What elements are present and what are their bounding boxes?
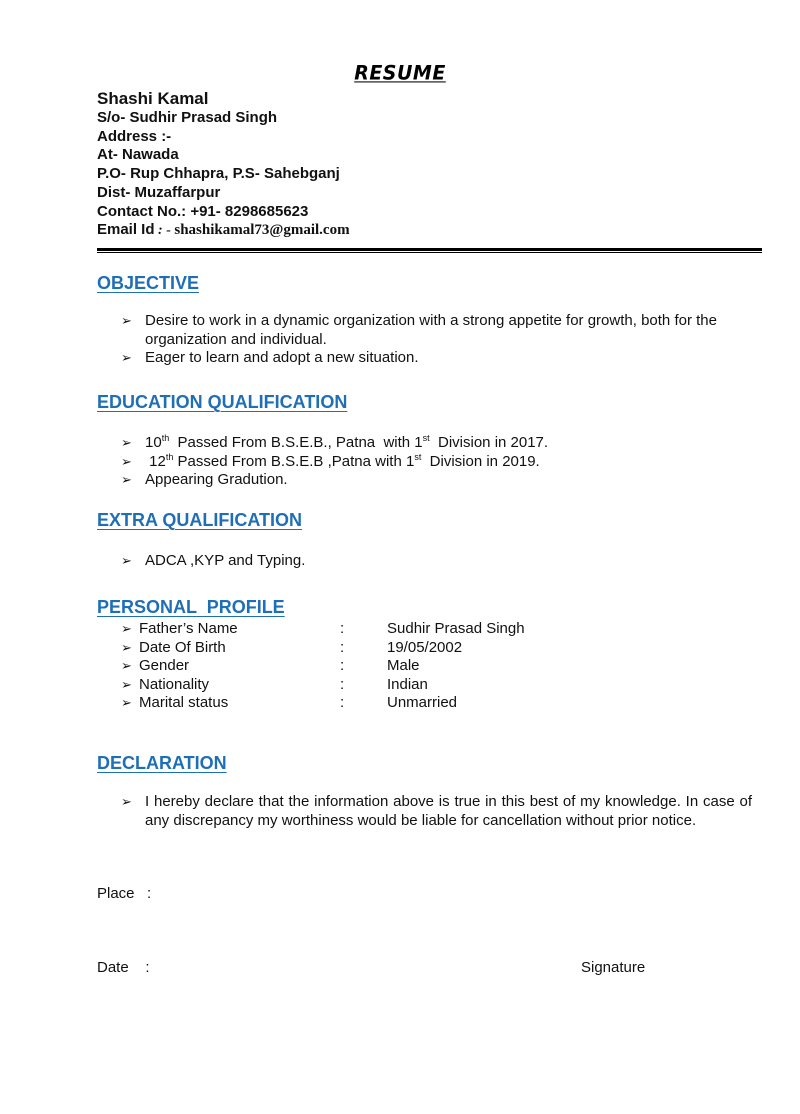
- list-item: ➢ ADCA ,KYP and Typing.: [121, 552, 306, 569]
- profile-colon: :: [340, 694, 345, 712]
- education-heading: EDUCATION QUALIFICATION: [97, 392, 348, 412]
- extra-qualification-heading: EXTRA QUALIFICATION: [97, 510, 302, 530]
- arrow-bullet-icon: ➢: [121, 435, 132, 450]
- address-line-1: At- Nawada: [97, 146, 179, 164]
- list-item: [97, 793, 762, 830]
- document-title: RESUME: [354, 61, 446, 85]
- profile-label: Father’s Name: [139, 620, 238, 637]
- profile-colon: :: [340, 657, 345, 675]
- personal-profile-table: [97, 620, 762, 713]
- profile-value: Unmarried: [387, 694, 458, 712]
- list-item: ➢ Appearing Gradution.: [121, 471, 288, 488]
- list-item: ➢ 12th Passed From B.S.E.B ,Patna with 1st Division in 2019.: [121, 451, 540, 470]
- profile-colon: :: [340, 638, 345, 656]
- table-row: [97, 657, 762, 676]
- candidate-name: Shashi Kamal: [97, 89, 209, 108]
- arrow-bullet-icon: ➢: [121, 639, 132, 655]
- email-separator: : -: [154, 223, 175, 239]
- declaration-heading: DECLARATION: [97, 753, 227, 773]
- profile-value: Indian: [387, 675, 428, 693]
- address-line-2: P.O- Rup Chhapra, P.S- Sahebganj: [97, 165, 340, 183]
- declaration-text: I hereby declare that the information above is true in this best of my knowledge. In case of any discrepancy my worthiness would be liable for cancellation without prior notice.: [145, 793, 752, 829]
- arrow-bullet-icon: ➢: [121, 794, 132, 809]
- address-label: Address :-: [97, 127, 172, 145]
- profile-colon: :: [340, 675, 345, 693]
- profile-value: Male: [387, 657, 420, 675]
- personal-profile-section: [97, 596, 762, 713]
- relation-line: S/o- Sudhir Prasad Singh: [97, 109, 278, 126]
- arrow-bullet-icon: ➢: [121, 472, 132, 487]
- email-label: Email Id: [97, 221, 155, 239]
- arrow-bullet-icon: ➢: [121, 676, 132, 692]
- email-value: shashikamal73@gmail.com: [174, 222, 350, 239]
- table-row: [97, 694, 762, 713]
- table-row: [97, 620, 762, 639]
- personal-profile-heading: PERSONAL PROFILE: [97, 597, 285, 617]
- place-label: Place :: [97, 885, 152, 902]
- date-label: Date :: [97, 959, 150, 976]
- arrow-bullet-icon: ➢: [121, 658, 132, 674]
- list-item: ➢ 10th Passed From B.S.E.B., Patna with 1st Division in 2017.: [121, 433, 549, 451]
- education-section: [97, 391, 762, 490]
- profile-label: Marital status: [139, 694, 229, 712]
- arrow-bullet-icon: ➢: [121, 621, 132, 636]
- arrow-bullet-icon: ➢: [121, 350, 132, 365]
- profile-colon: :: [340, 620, 345, 637]
- profile-label: Date Of Birth: [139, 638, 226, 656]
- header-divider-thick: [97, 248, 762, 251]
- contact-number: Contact No.: +91- 8298685623: [97, 202, 309, 220]
- contact-block: [97, 88, 777, 241]
- table-row: [97, 676, 762, 695]
- table-row: [97, 639, 762, 658]
- objective-section: [97, 272, 762, 368]
- arrow-bullet-icon: ➢: [121, 313, 132, 328]
- profile-label: Nationality: [139, 675, 210, 693]
- profile-label: Gender: [139, 657, 190, 675]
- declaration-list: [97, 793, 762, 830]
- objective-list: [97, 312, 762, 368]
- objective-heading: OBJECTIVE: [97, 273, 200, 293]
- arrow-bullet-icon: ➢: [121, 695, 132, 711]
- list-item: ➢ Desire to work in a dynamic organization with a strong appetite for growth, both for the organization and individual.: [121, 312, 717, 348]
- profile-value: Sudhir Prasad Singh: [387, 620, 525, 637]
- signature-label: Signature: [581, 959, 646, 976]
- email-line: [97, 221, 777, 241]
- declaration-section: [97, 752, 762, 830]
- header-divider-thin: [97, 252, 762, 253]
- extra-qualification-list: [97, 552, 762, 571]
- list-item: ➢ Eager to learn and adopt a new situation.: [121, 349, 419, 366]
- profile-value: 19/05/2002: [387, 638, 463, 656]
- extra-qualification-section: [97, 509, 762, 571]
- arrow-bullet-icon: ➢: [121, 453, 132, 469]
- arrow-bullet-icon: ➢: [121, 553, 132, 568]
- education-list: [97, 434, 762, 490]
- address-line-3: Dist- Muzaffarpur: [97, 183, 221, 201]
